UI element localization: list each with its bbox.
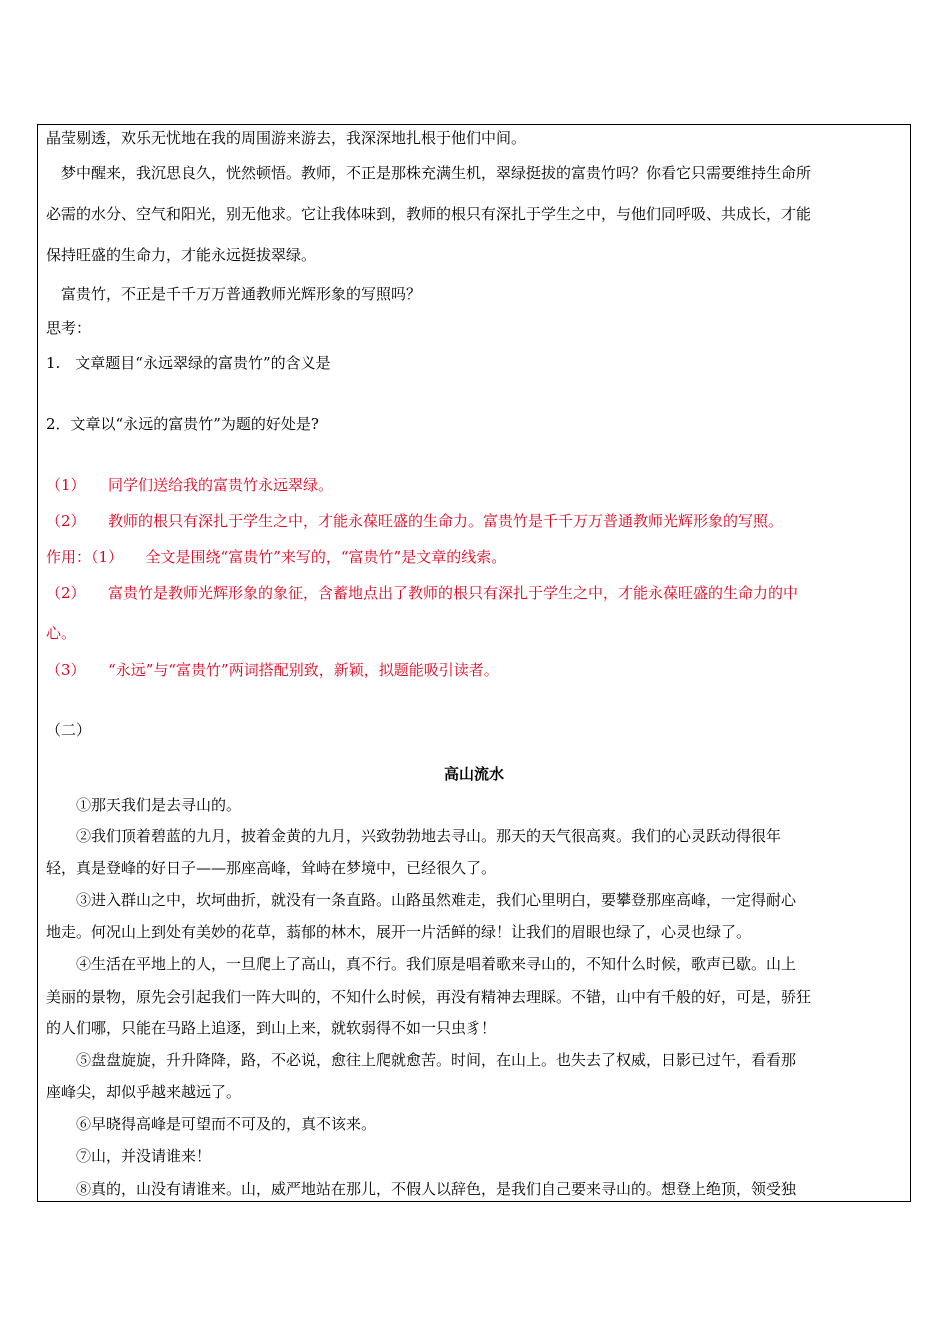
paragraph-line: ④生活在平地上的人，一旦爬上了高山，真不行。我们原是唱着歌来寻山的，不知什么时候，歌声已歇。山上: [46, 955, 797, 973]
paragraph-line: ⑥早晓得高峰是可望而不可及的，真不该来。: [46, 1115, 377, 1133]
question-1: 1. 文章题目“永远翠绿的富贵竹”的含义是: [46, 354, 331, 372]
paragraph-line: 保持旺盛的生命力，才能永远挺拔翠绿。: [46, 246, 317, 264]
question-2: 2．文章以“永远的富贵竹”为题的好处是?: [46, 415, 319, 433]
answer-line: （2） 教师的根只有深扎于学生之中，才能永葆旺盛的生命力。富贵竹是千千万万普通教师光辉形象的写照。: [46, 512, 784, 530]
paragraph-line: ⑦山，并没请谁来！: [46, 1147, 212, 1165]
paragraph-line: 梦中醒来，我沉思良久，恍然顿悟。教师，不正是那株充满生机，翠绿挺拔的富贵竹吗？你看它只需要维持生命所: [46, 164, 812, 182]
paragraph-line: 必需的水分、空气和阳光，别无他求。它让我体味到，教师的根只有深扎于学生之中，与他们同呼吸、共成长，才能: [46, 205, 812, 223]
paragraph-line: 轻，真是登峰的好日子——那座高峰，耸峙在梦境中，已经很久了。: [46, 859, 497, 877]
answer-line: （2） 富贵竹是教师光辉形象的象征，含蓄地点出了教师的根只有深扎于学生之中，才能永葆旺盛的生命力的中: [46, 584, 799, 602]
paragraph-line: ②我们顶着碧蓝的九月，披着金黄的九月，兴致勃勃地去寻山。那天的天气很高爽。我们的心灵跃动得很年: [46, 827, 782, 845]
question-heading: 思考：: [46, 319, 92, 337]
answer-line: 心。: [46, 624, 77, 642]
answer-line: （1） 同学们送给我的富贵竹永远翠绿。: [46, 476, 334, 494]
section-label: （二）: [46, 721, 92, 739]
paragraph-line: 富贵竹，不正是千千万万普通教师光辉形象的写照吗？: [46, 285, 422, 303]
paragraph-line: 晶莹剔透，欢乐无忧地在我的周围游来游去，我深深地扎根于他们中间。: [46, 129, 527, 147]
article-title: 高山流水: [443, 765, 504, 783]
paragraph-line: 地走。何况山上到处有美妙的花草，蓊郁的林木，展开一片活鲜的绿！让我们的眉眼也绿了，心灵也绿了。: [46, 923, 752, 941]
paragraph-line: ①那天我们是去寻山的。: [46, 796, 242, 814]
paragraph-line: ⑧真的，山没有请谁来。山，威严地站在那儿，不假人以辞色，是我们自己要来寻山的。想登上绝顶，领受独: [46, 1180, 797, 1198]
answer-line: （3） “永远”与“富贵竹”两词搭配别致，新颖，拟题能吸引读者。: [46, 661, 499, 679]
paragraph-line: 的人们哪，只能在马路上追逐，到山上来，就软弱得不如一只虫豸！: [46, 1019, 497, 1037]
paragraph-line: ③进入群山之中，坎坷曲折，就没有一条直路。山路虽然难走，我们心里明白，要攀登那座高峰，一定得耐心: [46, 891, 797, 909]
answer-line: 作用：（1） 全文是围绕“富贵竹”来写的，“富贵竹”是文章的线索。: [46, 548, 507, 566]
paragraph-line: 座峰尖，却似乎越来越远了。: [46, 1083, 242, 1101]
paragraph-line: ⑤盘盘旋旋，升升降降，路，不必说，愈往上爬就愈苦。时间，在山上。也失去了权威，日影已过午，看看那: [46, 1051, 797, 1069]
paragraph-line: 美丽的景物，原先会引起我们一阵大叫的，不知什么时候，再没有精神去理睬。不错，山中有千般的好，可是，骄狂: [46, 988, 812, 1006]
